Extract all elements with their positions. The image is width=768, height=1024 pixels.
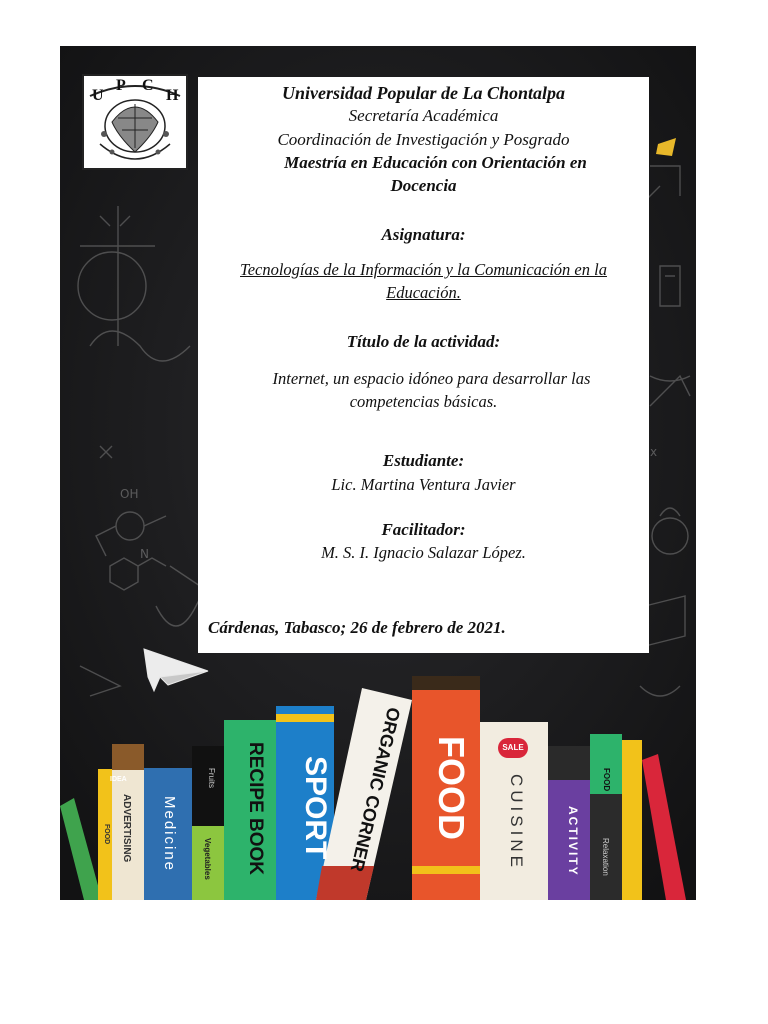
- activity-title-line-2: competencias básicas.: [349, 392, 498, 411]
- student-name: Lic. Martina Ventura Javier: [331, 475, 516, 494]
- book-food-small-label: FOOD: [103, 824, 110, 845]
- book-relaxation-label: Relaxation: [601, 838, 610, 876]
- student-heading: Estudiante:: [382, 451, 465, 470]
- book-medicine-label: Medicine: [161, 796, 178, 873]
- subject-line-2: Educación.: [386, 283, 461, 302]
- program-line-2: Docencia: [390, 176, 457, 195]
- activity-title-line-1: Internet, un espacio idóneo para desarrollar las: [272, 369, 591, 388]
- svg-text:OH: OH: [120, 487, 139, 501]
- title-page-card: [198, 77, 649, 653]
- institution-name: Universidad Popular de La Chontalpa: [281, 83, 566, 103]
- place-and-date: Cárdenas, Tabasco; 26 de febrero de 2021.: [208, 618, 506, 637]
- book-food-top-label: FOOD: [602, 768, 611, 792]
- facilitator-heading: Facilitador:: [381, 520, 466, 539]
- svg-text:x: x: [650, 445, 658, 459]
- book-sport-label: SPORT: [299, 756, 332, 860]
- book-idea-label: IDEA: [110, 776, 127, 783]
- svg-text:U: U: [92, 87, 104, 104]
- activity-heading: Título de la actividad:: [346, 332, 501, 351]
- book-activity-label: ACTIVITY: [566, 806, 580, 877]
- svg-text:C: C: [142, 77, 154, 94]
- sale-badge: SALE: [498, 738, 528, 758]
- book-food-label: FOOD: [431, 736, 472, 840]
- subject-heading: Asignatura:: [381, 225, 466, 244]
- book-advertising-label: ADVERTISING: [121, 794, 132, 863]
- svg-text:H: H: [166, 87, 179, 104]
- book-vegetables-label: Vegetables: [203, 838, 212, 880]
- program-line-1: Maestría en Educación con Orientación en: [284, 153, 587, 172]
- secretariat: Secretaría Académica: [348, 106, 499, 125]
- book-cuisine-label: CUISINE: [507, 774, 526, 871]
- subject-line-1: Tecnologías de la Información y la Comunicación en la: [240, 260, 607, 279]
- svg-text:N: N: [140, 547, 149, 561]
- svg-text:P: P: [116, 77, 126, 94]
- book-organic-label: ORGANIC CORNER: [346, 705, 404, 874]
- coordination: Coordinación de Investigación y Posgrado: [277, 130, 570, 149]
- book-fruits-label: Fruits: [207, 768, 216, 788]
- university-logo: [82, 74, 188, 170]
- book-recipe-label: RECIPE BOOK: [245, 742, 266, 876]
- facilitator-name: M. S. I. Ignacio Salazar López.: [321, 543, 526, 562]
